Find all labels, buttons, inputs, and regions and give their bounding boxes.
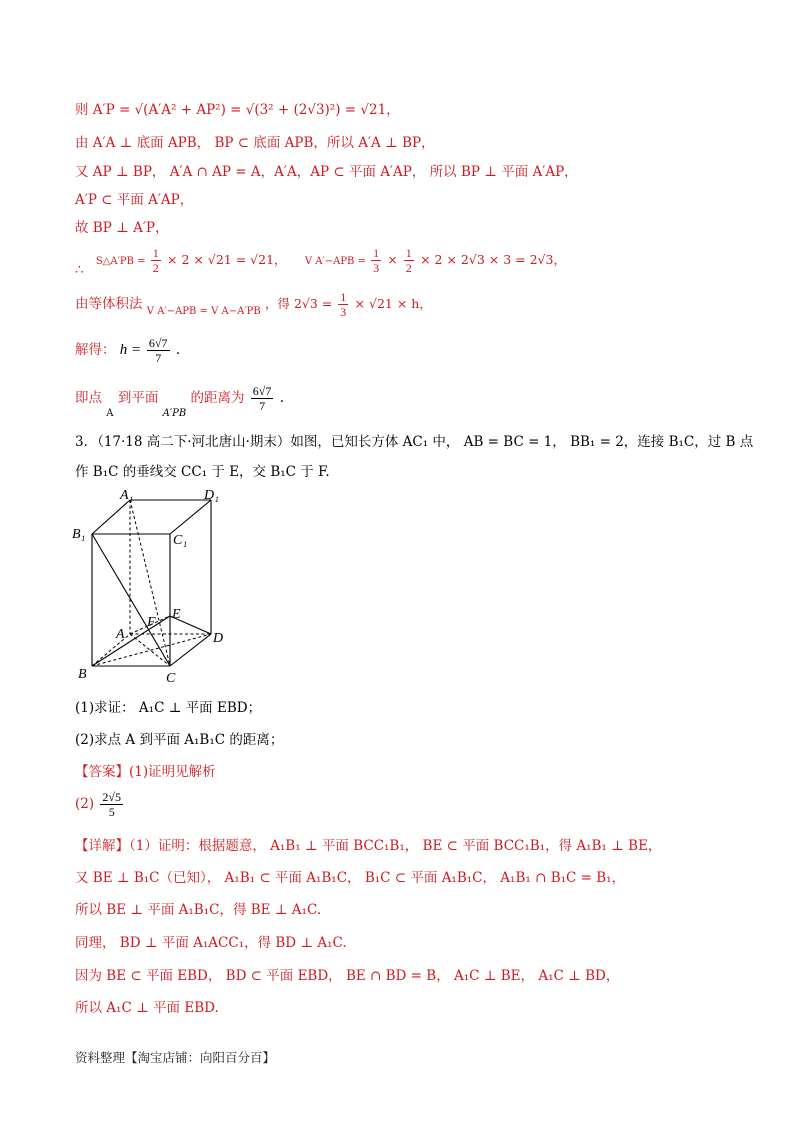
fraction-answer: $\frac{2√5}{5}$ — [102, 790, 122, 819]
fraction-h: $\frac{6√7}{7}$ — [148, 336, 168, 365]
fraction-third-2: $\frac{1}{3}$ — [340, 290, 347, 319]
equal-volume-result: ，得 2√3 = — [264, 296, 337, 311]
fraction-third: $\frac{1}{3}$ — [373, 246, 380, 275]
therefore-symbol: ∴ — [75, 262, 84, 278]
detail-line-1: 【详解】（1）证明：根据题意， A₁B₁ ⊥ 平面 BCC₁B₁， BE ⊂ 平面 BCC₁B₁，得 A₁B₁ ⊥ BE， — [75, 838, 662, 854]
volume-expression: × 2 × 2√3 × 3 = 2√3， — [420, 252, 566, 267]
label-b1: B₁ — [72, 527, 86, 542]
question-3-line-1: 3．（17·18 高二下·河北唐山·期末）如图，已知长方体 AC₁ 中， AB = BC = 1， BB₁ = 2，连接 B₁C，过 B 点 — [75, 434, 754, 450]
area-expression: × 2 × √21 = √21， — [167, 252, 287, 267]
detail-line-2: 又 BE ⊥ B₁C（已知）， A₁B₁ ⊂ 平面 A₁B₁C， B₁C ⊂ 平面 A₁B₁C， A₁B₁ ∩ B₁C = B₁， — [75, 870, 626, 886]
detail-line-6: 所以 A₁C ⊥ 平面 EBD. — [75, 1000, 219, 1016]
label-a1: A₁ — [120, 488, 134, 503]
equal-volume-text: 由等体积法 — [75, 296, 143, 312]
sub-question-1: (1)求证： A₁C ⊥ 平面 EBD； — [75, 700, 262, 716]
solution-line-7 — [75, 290, 432, 319]
h-variable: h = — [119, 342, 145, 358]
solution-line-9: 即点 $_A$ 到平面 $_{A'PB}$ 的距离为 $\frac{6√7}{7}$ . — [75, 384, 284, 419]
detail-line-4: 同理， BD ⊥ 平面 A₁ACC₁，得 BD ⊥ A₁C. — [75, 935, 347, 951]
volume-label: V A′−APB = — [304, 256, 370, 267]
solve-label: 解得： — [75, 342, 116, 358]
solution-line-4: A′P ⊂ 平面 A′AP， — [75, 192, 194, 208]
equal-volume-tail: × √21 × h， — [354, 296, 432, 311]
question-3-line-2: 作 B₁C 的垂线交 CC₁ 于 E，交 B₁C 于 F. — [75, 464, 330, 480]
solution-line-8: 解得： h = $\frac{6√7}{7}$ . — [75, 336, 181, 365]
label-e: E — [172, 607, 181, 622]
fraction-half-2: $\frac{1}{2}$ — [405, 246, 412, 275]
area-label: S△A′PB = — [95, 256, 149, 267]
label-d: D — [213, 631, 224, 646]
fraction-distance: $\frac{6√7}{7}$ — [252, 384, 272, 413]
conclusion-text-2: 到平面 — [117, 390, 159, 406]
detail-line-5: 因为 BE ⊂ 平面 EBD， BD ⊂ 平面 EBD， BE ∩ BD = B， A₁C ⊥ BE， A₁C ⊥ BD， — [75, 968, 620, 984]
conclusion-text-1: 即点 — [75, 390, 102, 406]
point-a-label: A — [106, 408, 114, 419]
label-c1: C₁ — [173, 533, 188, 548]
answer-2-label: (2) — [75, 796, 95, 812]
label-c: C — [166, 671, 176, 686]
detail-line-3: 所以 BE ⊥ 平面 A₁B₁C，得 BE ⊥ A₁C. — [75, 902, 322, 918]
solution-line-5: 故 BP ⊥ A′P， — [75, 220, 169, 236]
equal-volume-formula: V A′−APB = V A−A′PB — [146, 306, 261, 317]
solution-line-2: 由 A′A ⊥ 底面 APB， BP ⊂ 底面 APB，所以 A′A ⊥ BP， — [75, 135, 435, 151]
label-f: F — [147, 615, 156, 630]
answer-line-2 — [75, 790, 125, 819]
cuboid-figure — [70, 488, 240, 688]
label-d1: D₁ — [204, 488, 219, 503]
sub-question-2: (2)求点 A 到平面 A₁B₁C 的距离； — [75, 732, 284, 748]
label-b: B — [78, 667, 87, 682]
answer-line-1: 【答案】(1)证明见解析 — [75, 764, 216, 780]
solution-line-1: 则 A′P = √(A′A² + AP²) = √(3² + (2√3)²) = √21， — [75, 102, 400, 118]
label-a: A — [116, 627, 125, 642]
footer-text: 资料整理【淘宝店铺：向阳百分百】 — [75, 1050, 276, 1065]
solution-line-3: 又 AP ⊥ BP， A′A ∩ AP = A，A′A，AP ⊂ 平面 A′AP， 所以 BP ⊥ 平面 A′AP， — [75, 164, 578, 180]
solution-line-6: ∴ S△A′PB = $\frac{1}{2}$ × 2 × √21 = √21， V A′−APB = $\frac{1}{3}$ × $\frac{1}{2}$ × 2 × 2√3 × 3 = 2√3， — [75, 246, 566, 278]
conclusion-text-3: 的距离为 — [190, 390, 245, 406]
plane-label: A′PB — [162, 408, 187, 419]
fraction-half: $\frac{1}{2}$ — [152, 246, 159, 275]
